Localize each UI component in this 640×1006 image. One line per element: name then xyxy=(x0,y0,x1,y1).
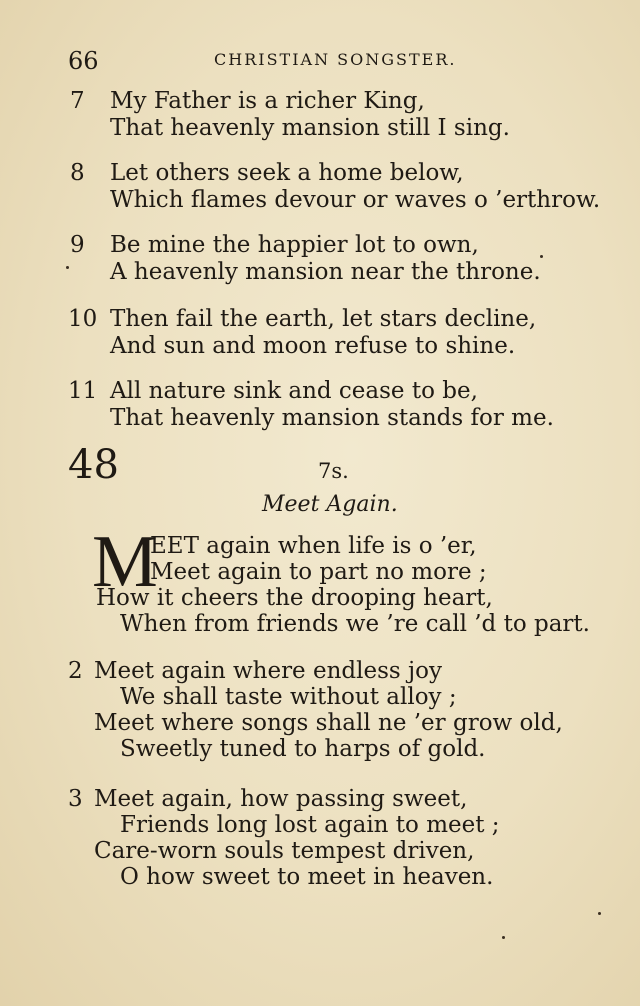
hymn-meter: 7s. xyxy=(318,459,349,483)
verse-line: Then fail the earth, let stars decline, xyxy=(110,306,537,332)
verse-line: When from friends we ’re call ’d to part. xyxy=(120,611,590,637)
verse-number: 8 xyxy=(70,160,85,186)
verse-line: Meet again, how passing sweet, xyxy=(94,786,468,812)
verse-line: Sweetly tuned to harps of gold. xyxy=(120,736,486,762)
verse-line: Which flames devour or waves o ’erthrow. xyxy=(110,187,601,213)
verse-line: Care-worn souls tempest driven, xyxy=(94,838,475,864)
page-number: 66 xyxy=(68,47,99,75)
verse-line: And sun and moon refuse to shine. xyxy=(110,333,516,359)
verse-line: How it cheers the drooping heart, xyxy=(96,585,493,611)
running-title: CHRISTIAN SONGSTER. xyxy=(214,50,457,69)
verse-number: 11 xyxy=(68,378,98,404)
hymn-title: Meet Again. xyxy=(262,492,398,517)
verse-line: We shall taste without alloy ; xyxy=(120,684,457,710)
drop-cap: M xyxy=(92,521,158,603)
paper-speck xyxy=(598,912,601,915)
verse-line: A heavenly mansion near the throne. xyxy=(110,259,541,285)
verse-line: Meet where songs shall ne ’er grow old, xyxy=(94,710,563,736)
paper-speck xyxy=(502,936,505,939)
hymn-number: 48 xyxy=(68,442,119,488)
verse-line: EET again when life is o ’er, xyxy=(150,533,477,559)
paper-speck xyxy=(540,255,543,258)
verse-line: Let others seek a home below, xyxy=(110,160,464,186)
verse-number: 3 xyxy=(68,786,83,812)
verse-line: That heavenly mansion stands for me. xyxy=(110,405,554,431)
verse-line: All nature sink and cease to be, xyxy=(110,378,478,404)
verse-line: O how sweet to meet in heaven. xyxy=(120,864,494,890)
verse-number: 9 xyxy=(70,232,85,258)
verse-number: 10 xyxy=(68,306,98,332)
verse-number: 2 xyxy=(68,658,83,684)
verse-line: My Father is a richer King, xyxy=(110,88,425,114)
verse-line: Friends long lost again to meet ; xyxy=(120,812,500,838)
verse-number: 7 xyxy=(70,88,85,114)
paper-speck xyxy=(66,266,69,269)
verse-line: Meet again where endless joy xyxy=(94,658,442,684)
verse-line: Meet again to part no more ; xyxy=(150,559,487,585)
verse-line: Be mine the happier lot to own, xyxy=(110,232,479,258)
verse-line: That heavenly mansion still I sing. xyxy=(110,115,510,141)
